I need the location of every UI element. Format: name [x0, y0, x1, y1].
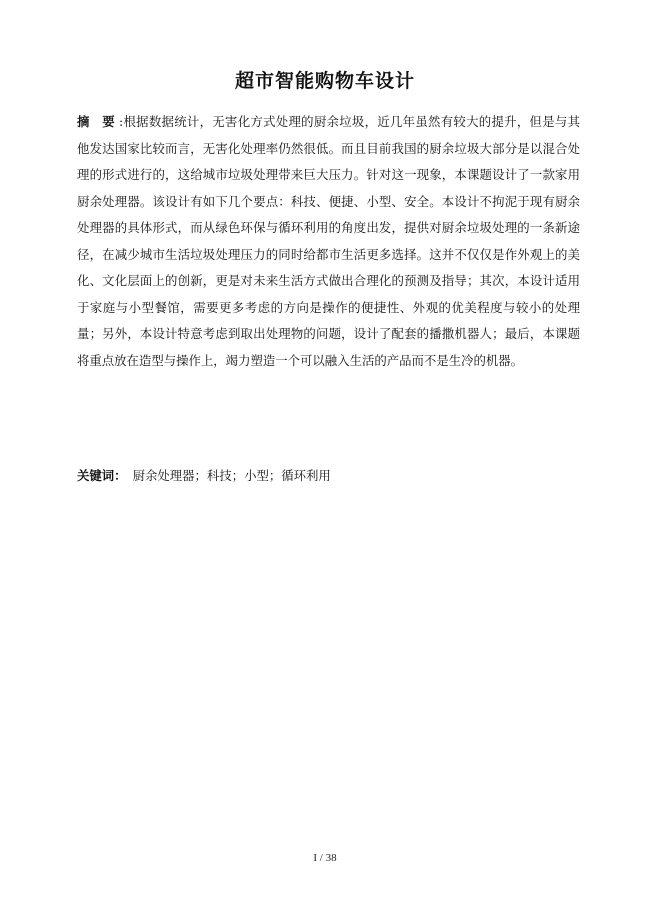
document-title: 超市智能购物车设计: [234, 70, 415, 92]
keywords-text: 厨余处理器；科技；小型；循环利用: [132, 468, 331, 483]
page-number: I / 38: [313, 852, 337, 864]
abstract-text: 根据数据统计，无害化方式处理的厨余垃圾，近几年虽然有较大的提升，但是与其他发达国家比较而言，无害化处理率仍然很低。而且目前我国的厨余垃圾大部分是以混合处理的形式进行的，这给城市垃圾处理带来巨大压力。针对这一现象，本课题设计了一款家用厨余处理器。该设计有如下几个要点：科技、便捷、小型、安全。本设计不拘泥于现有厨余处理器的具体形式，而从绿色环保与循环利用的角度出发，提供对厨余垃圾处理的一条新途径，在减少城市生活垃圾处理压力的同时给都市生活更多选择。这并不仅仅是作外观上的美化、文化层面上的创新，更是对未来生活方式做出合理化的预测及指导；其次，本设计适用于家庭与小型餐馆，需要更多考虑的方向是操作的便捷性、外观的优美程度与较小的处理量；另外，本设计特意考虑到取出处理物的问题，设计了配套的播撒机器人；最后，本课题将重点放在造型与操作上，竭力塑造一个可以融入生活的产品而不是生冷的机器。: [77, 114, 580, 368]
abstract-label: 摘 要: [77, 114, 119, 129]
keywords-label: 关键词：: [77, 468, 127, 483]
abstract-separator: :: [119, 114, 124, 129]
abstract-paragraph: [77, 109, 580, 374]
keywords-line: [77, 466, 580, 486]
